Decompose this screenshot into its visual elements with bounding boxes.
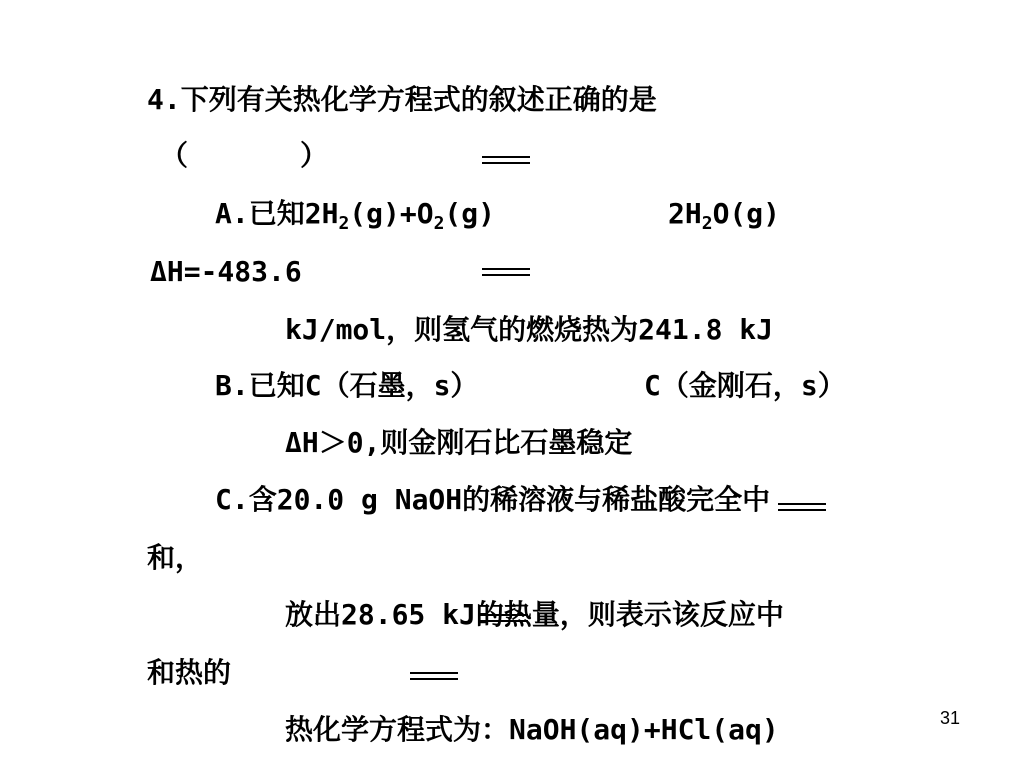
subscript: 2 — [701, 213, 713, 234]
equals-sign-decoration — [482, 156, 530, 164]
product-prefix: 2H — [668, 197, 702, 230]
question-title: 4.下列有关热化学方程式的叙述正确的是 — [147, 83, 657, 116]
option-c-line-3: 放出28.65 kJ的热量，则表示该反应中 — [285, 598, 784, 631]
equals-sign-decoration — [480, 614, 528, 622]
option-c-line-2: 和， — [147, 541, 204, 574]
option-a-line-2: ΔH=-483.6 — [150, 255, 302, 288]
option-b-line-2: ΔH＞0,则金刚石比石墨稳定 — [285, 426, 633, 459]
option-a-product — [668, 196, 780, 232]
equals-sign-decoration — [410, 672, 458, 680]
option-a-end: (g) — [444, 197, 495, 230]
option-b-line-1-right: C（金刚石，s） — [644, 369, 846, 402]
subscript: 2 — [338, 213, 350, 234]
option-a-line-1 — [215, 196, 495, 232]
option-c-line-1: C.含20.0 g NaOH的稀溶液与稀盐酸完全中 — [215, 483, 771, 516]
product-end: O(g) — [712, 197, 780, 230]
option-b-line-1: B.已知C（石墨，s） — [215, 369, 479, 402]
equals-sign-decoration — [482, 268, 530, 276]
answer-blank: （ ） — [160, 139, 329, 172]
subscript: 2 — [433, 213, 445, 234]
option-a-prefix: A.已知2H — [215, 197, 339, 230]
equals-sign-decoration — [778, 503, 826, 511]
page-number: 31 — [940, 708, 961, 728]
option-c-line-4: 和热的 — [147, 656, 232, 689]
option-c-line-5: 热化学方程式为：NaOH(aq)+HCl(aq) — [285, 713, 779, 746]
option-a-mid: (g)+O — [349, 197, 434, 230]
option-a-line-3: kJ/mol，则氢气的燃烧热为241.8 kJ — [285, 313, 774, 346]
